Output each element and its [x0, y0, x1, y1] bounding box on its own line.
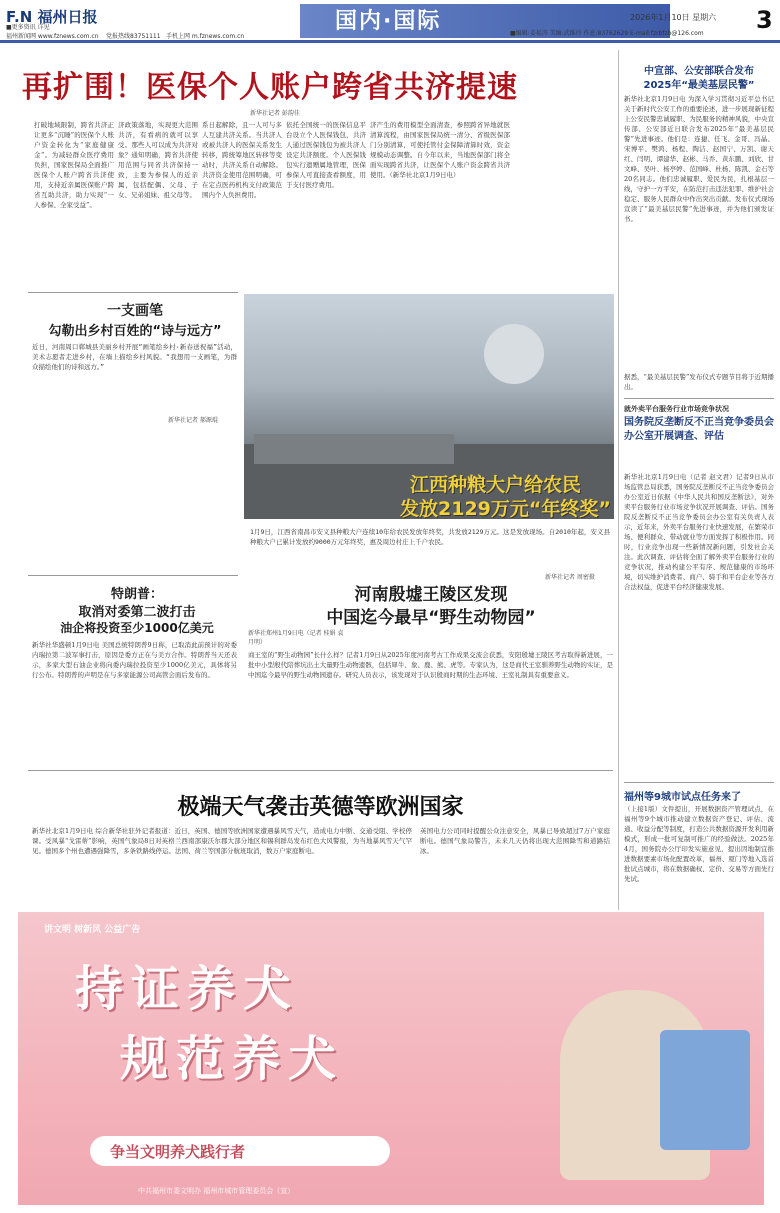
- right1-body: 新华社北京1月9日电 为深入学习贯彻习近平总书记关于新时代公安工作的重要论述，进一步展现新征程上公安民警忠诚履职、为民服务的精神风貌，中央宣传部、公安部近日联合发布2025年“最美基层民警”先进事迹。他们是：连捷、任飞、金哥、冯晶、宋博平、樊鸿、杨程、陶洁、赵国宁、万凯、谢天红、闫明、谭建华、赵彬、马乔、黄东鹏、刘欣、甘文峰、吴叶、杨亭婷、范国峰、杜杨、陈凯、金石等20名同志。他们忠诚履职、爱民为民，扎根基层一线，守护一方平安，在防范打击违法犯罪、维护社会稳定、服务人民群众中作出突出贡献。发布仪式现场宣读了“最美基层民警”先进事迹，并为他们颁发证书。: [624, 95, 774, 223]
- photo-byline: 新华社记者 周密摄: [545, 574, 595, 581]
- right2-body: 新华社北京1月9日电（记者 赵文君）记者9日从市场监管总局获悉，国务院反垄断反不正当竞争委员会办公室近日依据《中华人民共和国反垄断法》，对外卖平台服务行业市场竞争状况开展调查、评估。国务院反垄断反不正当竞争委员会办公室有关负责人表示，近年来，外卖平台服务行业快速发展，在繁荣市场、便利群众、带动就业等方面发挥了积极作用。同时，行业竞争出现一些新情况新问题，引发社会关注。此次调查、评估将全面了解外卖平台服务行业的竞争状况，推动构建公平有序、规范健康的市场环境，切实维护消费者、商户、骑手和平台企业等各方合法权益，促进平台经济健康发展。: [624, 473, 774, 591]
- tariff-title-2: 取消对委第二波打击: [78, 605, 196, 620]
- right3-title: 福州等9城市试点任务来了: [624, 792, 741, 803]
- storm-body-2: 英国电力公司同时提醒公众注意安全，风暴已导致超过7万户家庭断电。德国气象局警告，未来几天仍将出现大范围降雪和道路结冰。: [420, 827, 610, 855]
- photo-caption-1: 江西种粮大户给农民: [410, 474, 582, 496]
- right1-title-1: 中宣部、公安部联合发布: [644, 66, 754, 77]
- lead-headline: 再扩围！医保个人账户跨省共济提速: [22, 70, 518, 105]
- issue-date: 2026年1月10日 星期六: [630, 13, 717, 22]
- lead-col-2: 济政策落地，实现更大范围共济，有看病的就可以享受。那些人可以成为共济对象？通知明确，跨省共济使用范围与同省共济保持一致，主要为参保人的近亲属，包括配偶、父母、子女、兄弟姐妹、祖父母等。: [118, 121, 198, 199]
- right-column-divider: [618, 50, 619, 910]
- tomb-byline: 新华社郑州1月9日电（记者 桂娟 袁月明）: [248, 630, 344, 646]
- header-mobile[interactable]: 手机上网 m.fznews.com.cn: [166, 33, 245, 40]
- right2-kicker: 就外卖平台服务行业市场竞争状况: [624, 405, 729, 413]
- ad-slogan: 讲文明 树新风 公益广告: [44, 925, 141, 935]
- tomb-body: 商王室的“野生动物园”长什么样？记者1月9日从2025年度河南考古工作成果交流会获悉，安阳殷墟王陵区考古取得新进展，一批中小型殷代陪葬坑出土大量野生动物遗骸，包括犀牛、象、鹿、熊、虎等。专家认为，这是商代王室驯养野生动物的实证，是中国迄今最早的野生动物园遗存。研究人员表示，该发现对于认识殷商时期的生态环境、王室礼制具有重要意义。: [248, 651, 613, 679]
- section-title: 国内·国际: [335, 9, 442, 34]
- storm-divider: [28, 770, 613, 771]
- right2-title: 国务院反垄断反不正当竞争委员会办公室开展调查、评估: [624, 417, 774, 442]
- right1-title-2: 2025年“最美基层民警”: [643, 80, 755, 91]
- ad-banner: 争当文明养犬践行者: [110, 1143, 246, 1161]
- pen-body: 近日，河南周口郸城县美丽乡村开展“画笔绘乡村·新春送祝福”活动，美术志愿者走进乡村，在墙上描绘乡村风貌。“我想用一支画笔，为群众描绘他们的诗和远方。”: [32, 343, 237, 371]
- tariff-body: 新华社华盛顿1月9日电 美国总统特朗普9日称，已取消此前预计的对委内瑞拉第二波军事打击，原因是委方正在与美方合作。特朗普当天还表示，多家大型石油企业将向委内瑞拉投资至少1000亿美元，具体将另行公布。特朗普的声明是在与多家能源公司高管会面后发布的。: [32, 641, 237, 679]
- right2-divider: [624, 398, 774, 399]
- ad-line-2: 规范养犬: [120, 1031, 345, 1087]
- photo-caption-2: 发放2129万元“年终奖”: [400, 498, 611, 520]
- page-number: 3: [756, 6, 773, 34]
- right3-body: （上接1版）文件提出，开展数据资产管理试点，在福州等9个城市推动建立数据资产登记、评估、流通、收益分配等制度，打造公共数据资源开发利用新模式，形成一批可复制可推广的经验做法。2025年4月，国务院办公厅印发实施意见，提出因地制宜推进数据要素市场化配置改革，福州、厦门等地入选首批试点城市，将在数据确权、定价、交易等方面先行先试。: [624, 805, 774, 883]
- right1-tail: 据悉，“最美基层民警”发布仪式专题节目将于近期播出。: [624, 373, 774, 391]
- lead-col-1: 打破地域限制，跨省共济正让更多“沉睡”的医保个人账户资金转化为“家庭健康金”。为减轻群众医疗费用负担，国家医保局全面推广医保个人账户跨省共济使用，支持近亲属医保账户跨省互助共济，助力实现“一人参保、全家受益”。: [34, 121, 114, 209]
- tariff-title-3: 油企将投资至少1000亿美元: [60, 621, 214, 635]
- editor-line: ■编辑:姜福涛 美编:武维玲 作息:83762629 E-mail:fzrbfzb@126.com: [510, 30, 704, 37]
- pen-byline: 新华社记者 郝源琨: [168, 417, 218, 424]
- header-site[interactable]: 福州新闻网 www.fznews.com.cn: [6, 33, 99, 40]
- lead-byline: 新华社记者 彭韵佳: [250, 110, 300, 117]
- newspaper-logo: F.N 福州日报: [6, 8, 98, 26]
- dog-license-card: [660, 1030, 750, 1150]
- storm-body: 新华社北京1月9日电 综合新华社驻外记者报道：近日，英国、德国等欧洲国家遭遇暴风雪天气，造成电力中断、交通受阻、学校停课。受风暴“戈雷蒂”影响，英国气象局8日对英格兰西南部康沃尔郡大部分地区和锡利群岛发布红色大风警报，为当地暴风雪天气罕见。德国多个州也遭遇强降雪，多条铁路线停运。法国、荷兰等国部分航班取消，数万户家庭断电。: [32, 827, 412, 855]
- header-rule: [0, 40, 780, 43]
- pen-title-2: 勾勒出乡村百姓的“诗与远方”: [48, 324, 222, 339]
- right3-divider: [624, 782, 774, 783]
- storm-title: 极端天气袭击英德等欧洲国家: [177, 795, 464, 820]
- ad-line-1: 持证养犬: [75, 961, 300, 1017]
- photo-text: 1月9日，江西省南昌市安义县种粮大户连续10年给农民发放年终奖，共发放2129万元。这是发放现场。自2010年起，安义县种粮大户已累计发放约9000万元年终奖，惠及周边村庄上千户农民。: [250, 528, 610, 546]
- tomb-title-1: 河南殷墟王陵区发现: [354, 585, 508, 605]
- ad-footer: 中共福州市委文明办 福州市城市管理委员会（宣）: [138, 1187, 295, 1195]
- tomb-title-2: 中国迄今最早“野生动物园”: [326, 608, 536, 628]
- header-phone: 党报热线83751111: [106, 33, 161, 40]
- pen-divider: [28, 292, 238, 293]
- header-tagline: ■更多资讯 详见: [6, 24, 50, 31]
- lead-col-5: 济产生的费用模型全面清查，参照跨省异地就医清算流程，由国家医保局统一清分、省级医保部门分别清算，可使托管付金保障清算时效，资金规模动态调整。自今年以来，当地医保部门将全面实现跨省共济，让医保个人账户资金跨省共济使用。（新华社北京1月9日电）: [370, 121, 510, 179]
- lead-col-4: 依托全国统一的医保信息平台设立个人医保钱包，共济人通过医保钱包为被共济人设定共济额度。个人医保钱包实行遗赠属地管理，医保参保人可直接查看额度，用于支付医疗费用。: [286, 121, 366, 189]
- tariff-title-1: 特朗普：: [110, 587, 163, 602]
- lead-col-3: 系日起解除，且一人可与多人互建共济关系。当共济人或被共济人的医保关系发生转移，跨统筹地区转移等变动时，共济关系自动解除。共济资金使用范围明确，可在定点医药机构支付政策范围内个人负担费用。: [202, 121, 282, 199]
- pen-title-1: 一支画笔: [107, 303, 163, 319]
- tariff-divider: [28, 575, 238, 576]
